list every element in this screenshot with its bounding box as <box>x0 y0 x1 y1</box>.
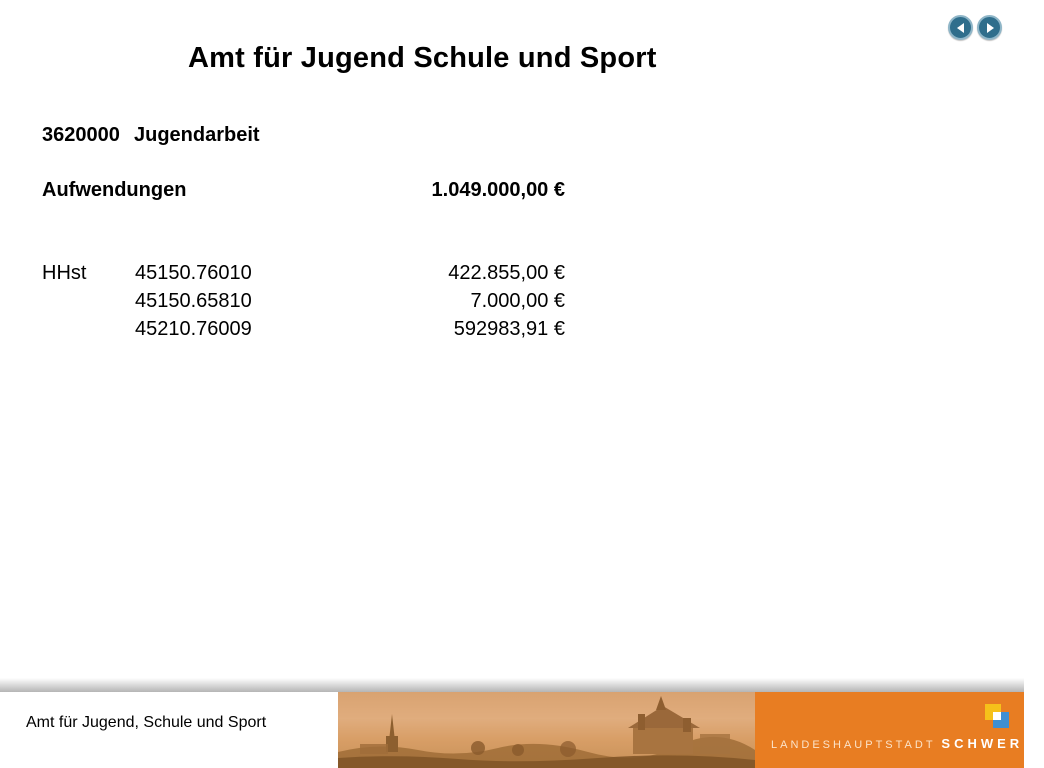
budget-line <box>42 290 565 318</box>
previous-slide-button[interactable] <box>948 15 973 40</box>
expenses-summary <box>42 179 565 202</box>
expenses-label: Aufwendungen <box>42 179 187 201</box>
account-amount: 592983,91 € <box>453 318 565 340</box>
brand-wordmark <box>771 736 1044 751</box>
budget-line <box>42 262 565 290</box>
hhst-label: HHst <box>42 262 87 284</box>
city-photo <box>338 692 755 768</box>
arrow-right-icon <box>983 21 997 35</box>
account-number: 45150.76010 <box>135 262 252 284</box>
page-title: Amt für Jugend Schule und Sport <box>188 42 657 74</box>
account-amount: 7.000,00 € <box>470 290 565 312</box>
city-brand <box>755 692 1044 768</box>
budget-lines <box>42 262 565 346</box>
arrow-left-icon <box>954 21 968 35</box>
section-code: 3620000 <box>42 124 120 146</box>
account-number: 45150.65810 <box>135 290 252 312</box>
footer-divider <box>0 678 1024 692</box>
slide-navigation <box>948 15 1002 40</box>
expenses-total: 1.049.000,00 € <box>431 179 565 201</box>
section-heading <box>42 124 260 147</box>
next-slide-button[interactable] <box>977 15 1002 40</box>
castle-skyline-image <box>338 692 755 768</box>
section-name: Jugendarbeit <box>134 124 260 146</box>
account-amount: 422.855,00 € <box>448 262 565 284</box>
brand-prefix: LANDESHAUPTSTADT <box>771 739 936 751</box>
footer-department: Amt für Jugend, Schule und Sport <box>26 714 267 731</box>
footer-bar <box>0 692 1044 768</box>
account-number: 45210.76009 <box>135 318 252 340</box>
schwerin-logo-icon <box>983 704 1011 732</box>
brand-city: SCHWERIN <box>941 736 1044 751</box>
budget-line <box>42 318 565 346</box>
